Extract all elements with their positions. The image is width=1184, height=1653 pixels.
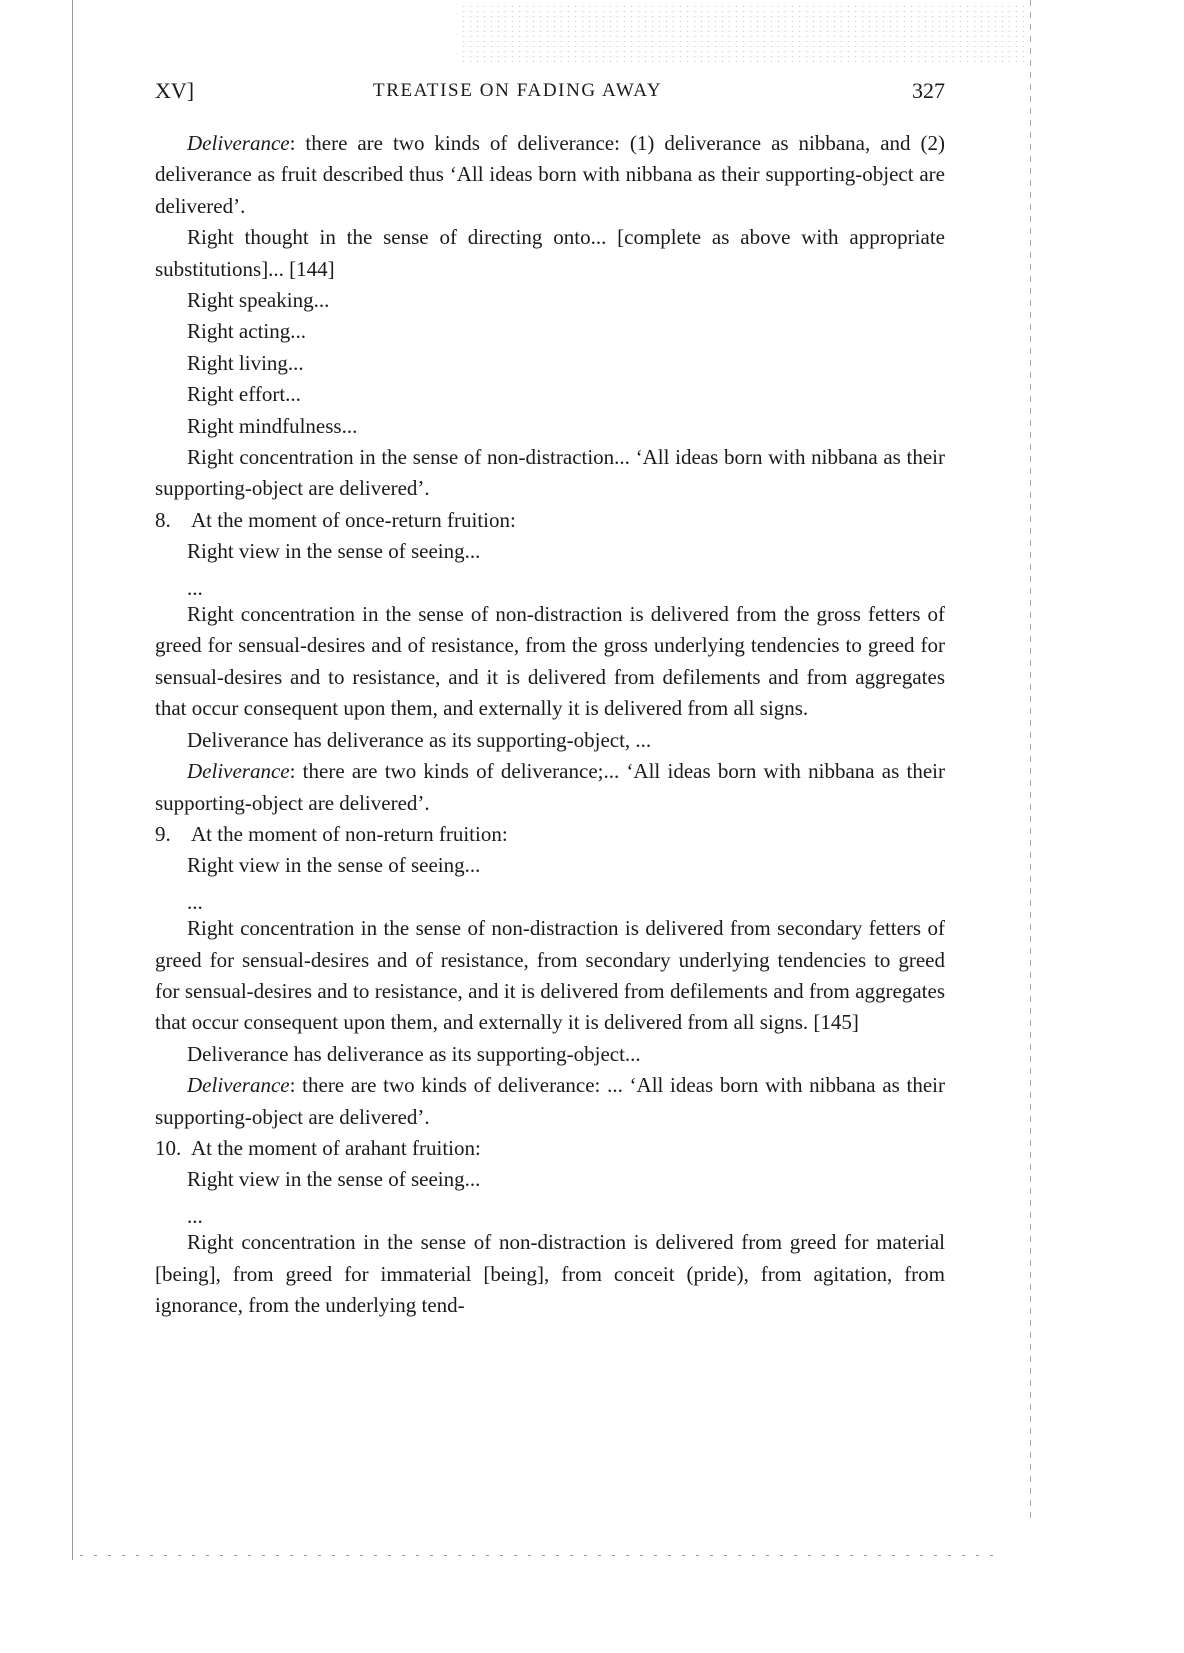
list-item: Right view in the sense of seeing... xyxy=(187,539,481,564)
list-item: Right view in the sense of seeing... xyxy=(187,1167,481,1192)
section-number: 9. xyxy=(155,821,171,846)
list-item: Right acting... xyxy=(187,319,306,344)
page-edge-right xyxy=(1030,0,1031,1520)
list-item: Right effort... xyxy=(187,382,301,407)
ellipsis: ... xyxy=(187,889,203,914)
italic-term: Deliverance xyxy=(187,131,290,155)
paragraph: Right concentration in the sense of non-distraction is delivered from the gross fetters of greed for sensual-desires and of resistance, from the gross underlying tendencies to greed for sensual-desires and to resistance, and it is delivered from defilements and from aggregates that occur consequent upon them, and externally it is delivered from all signs. xyxy=(155,602,945,721)
paragraph: Deliverance has deliverance as its supporting-object, ... xyxy=(187,727,652,752)
ellipsis: ... xyxy=(187,575,203,600)
running-header xyxy=(155,78,945,108)
section-number: 10. xyxy=(155,1135,182,1160)
italic-term: Deliverance xyxy=(187,759,290,784)
list-item: Right speaking... xyxy=(187,288,330,313)
italic-term: Deliverance xyxy=(187,1073,290,1098)
page-body xyxy=(155,128,945,1321)
paragraph: Deliverance has deliverance as its supporting-object... xyxy=(187,1041,641,1066)
chapter-marker: XV] xyxy=(155,78,195,103)
section-heading-8 xyxy=(155,505,945,536)
paragraph: Right thought in the sense of directing onto... [complete as above with appropriate substitutions]... [144] xyxy=(155,225,945,281)
paragraph-text: : there are two kinds of deliverance: (1) deliverance as nibbana, and (2) deliverance as fruit described thus ‘All ideas born with nibbana as their supporting-object are delivered’. xyxy=(155,131,945,218)
section-heading-10 xyxy=(155,1133,945,1164)
paragraph xyxy=(155,128,945,222)
list-item: Right view in the sense of seeing... xyxy=(187,853,481,878)
scan-noise xyxy=(460,4,1030,64)
page-number: 327 xyxy=(912,78,945,103)
paragraph-text: : there are two kinds of deliverance;... ‘All ideas born with nibbana as their supporting-object are delivered’. xyxy=(155,759,945,815)
section-number: 8. xyxy=(155,507,171,532)
paragraph: Right concentration in the sense of non-distraction is delivered from greed for material [being], from greed for immaterial [being], from conceit (pride), from agitation, from ignorance, from the underlying tend- xyxy=(155,1230,945,1317)
page-edge-bottom xyxy=(80,1555,1000,1556)
section-title: At the moment of non-return fruition: xyxy=(191,821,508,846)
section-title: At the moment of once-return fruition: xyxy=(191,507,516,532)
ellipsis: ... xyxy=(187,1203,203,1228)
paragraph-text: : there are two kinds of deliverance: ... ‘All ideas born with nibbana as their supporting-object are delivered’. xyxy=(155,1073,945,1129)
running-title: TREATISE ON FADING AWAY xyxy=(373,80,663,101)
page-edge-left xyxy=(72,0,73,1560)
section-title: At the moment of arahant fruition: xyxy=(191,1135,481,1160)
paragraph: Right concentration in the sense of non-distraction is delivered from secondary fetters of greed for sensual-desires and of resistance, from secondary underlying tendencies to greed for sensual-desires and to resistance, and it is delivered from defilements and from aggregates that occur consequent upon them, and externally it is delivered from all signs. [145] xyxy=(155,916,945,1035)
list-item: Right mindfulness... xyxy=(187,413,358,438)
section-heading-9 xyxy=(155,819,945,850)
list-item: Right living... xyxy=(187,350,304,375)
paragraph: Right concentration in the sense of non-distraction... ‘All ideas born with nibbana as their supporting-object are delivered’. xyxy=(155,445,945,501)
paragraph xyxy=(155,756,945,819)
paragraph xyxy=(155,1070,945,1133)
